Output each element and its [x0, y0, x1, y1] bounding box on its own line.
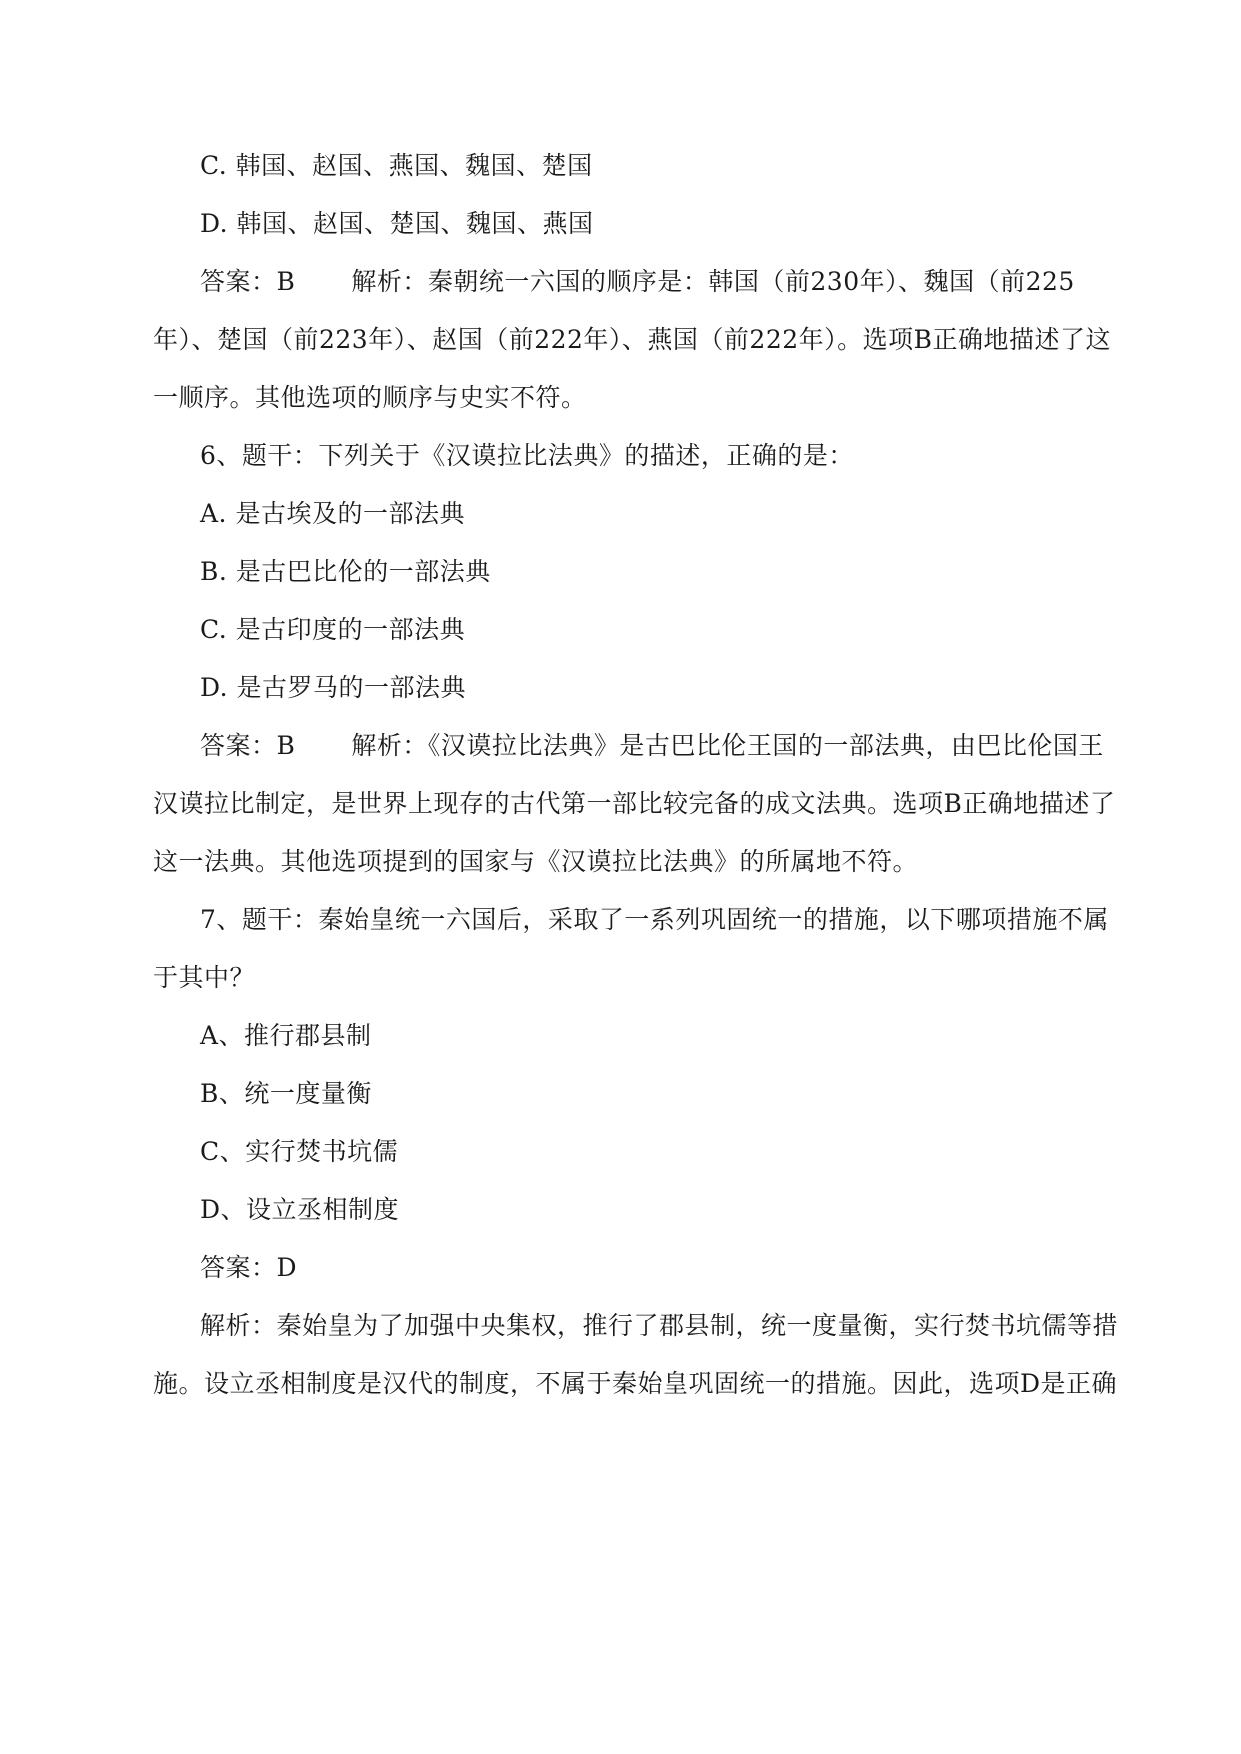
q5-answer: 答案：B [200, 267, 296, 296]
q6-option-c: C. 是古印度的一部法典 [200, 615, 466, 644]
q7-option-b: B、统一度量衡 [200, 1079, 372, 1108]
q7-stem-line-2: 于其中？ [153, 963, 256, 992]
q6-stem: 6、题干：下列关于《汉谟拉比法典》的描述，正确的是： [200, 441, 854, 470]
q6-analysis-start: 解析：《汉谟拉比法典》是古巴比伦王国的一部法典，由巴比伦国王 [351, 731, 1104, 760]
q7-option-d: D、设立丞相制度 [200, 1195, 400, 1224]
q7-option-a: A、推行郡县制 [200, 1021, 372, 1050]
q6-option-d: D. 是古罗马的一部法典 [200, 673, 467, 702]
q5-option-c: C. 韩国、赵国、燕国、魏国、楚国 [200, 151, 593, 180]
q6-analysis-line-2: 汉谟拉比制定，是世界上现存的古代第一部比较完备的成文法典。选项B正确地描述了 [153, 789, 1116, 818]
q5-analysis-line-3: 一顺序。其他选项的顺序与史实不符。 [153, 383, 587, 412]
q7-stem-line-1: 7、题干：秦始皇统一六国后，采取了一系列巩固统一的措施，以下哪项措施不属 [200, 905, 1109, 934]
q7-option-c: C、实行焚书坑儒 [200, 1137, 399, 1166]
q5-answer-line [200, 266, 1075, 298]
q7-analysis-line-2: 施。设立丞相制度是汉代的制度，不属于秦始皇巩固统一的措施。因此，选项D是正确 [153, 1369, 1118, 1398]
q7-analysis-line-1: 解析：秦始皇为了加强中央集权，推行了郡县制，统一度量衡，实行焚书坑儒等措 [200, 1311, 1119, 1340]
q5-analysis-start: 解析：秦朝统一六国的顺序是：韩国（前230年）、魏国（前225 [351, 267, 1075, 296]
q6-option-b: B. 是古巴比伦的一部法典 [200, 557, 491, 586]
q6-answer: 答案：B [200, 731, 296, 760]
q6-analysis-line-3: 这一法典。其他选项提到的国家与《汉谟拉比法典》的所属地不符。 [153, 847, 919, 876]
q7-answer: 答案：D [200, 1253, 298, 1282]
q6-answer-line [200, 730, 1104, 762]
q5-analysis-line-2: 年）、楚国（前223年）、赵国（前222年）、燕国（前222年）。选项B正确地描述了这 [153, 325, 1112, 354]
q5-option-d: D. 韩国、赵国、楚国、魏国、燕国 [200, 209, 594, 238]
q6-option-a: A. 是古埃及的一部法典 [200, 499, 465, 528]
